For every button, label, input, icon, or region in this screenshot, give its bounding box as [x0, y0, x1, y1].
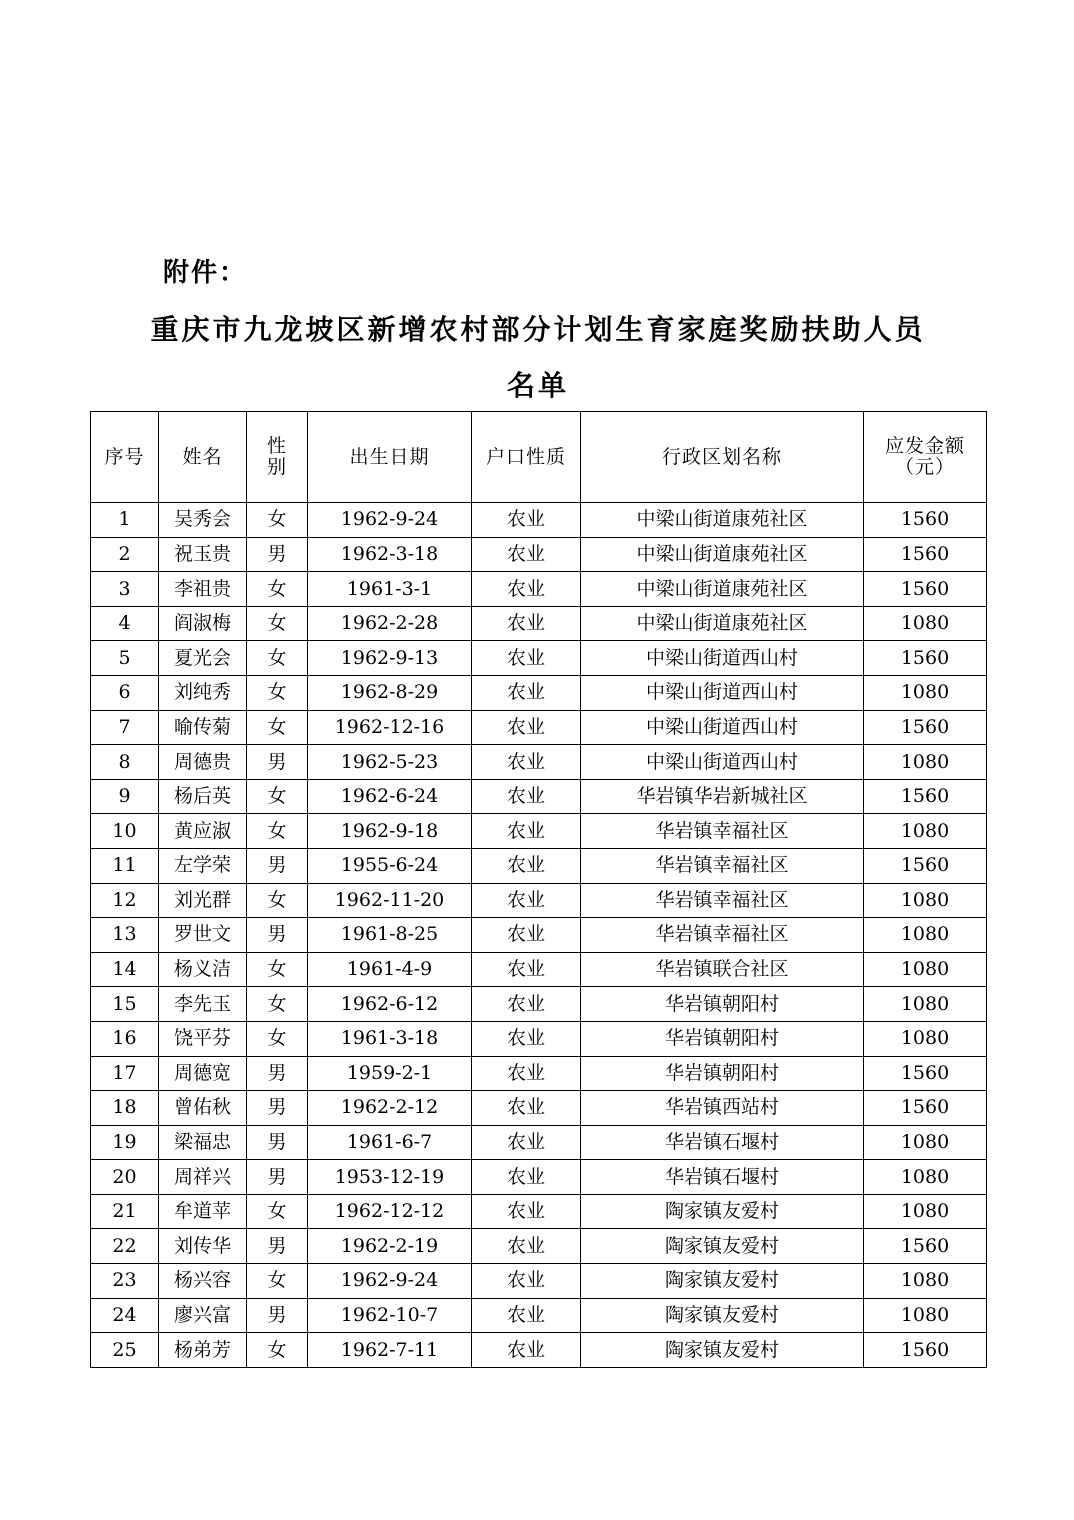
attachment-label: 附件：	[163, 258, 248, 288]
cell-amount: 1560	[864, 779, 987, 814]
cell-birth-date: 1962-9-24	[308, 1264, 472, 1299]
cell-household-type: 农业	[472, 537, 581, 572]
cell-gender: 女	[247, 987, 308, 1022]
cell-district: 中梁山街道西山村	[581, 745, 864, 780]
cell-name: 杨弟芳	[159, 1333, 247, 1368]
cell-amount: 1080	[864, 987, 987, 1022]
cell-index: 18	[91, 1091, 159, 1126]
table-row	[91, 1229, 987, 1264]
cell-gender: 女	[247, 814, 308, 849]
cell-district: 陶家镇友爱村	[581, 1333, 864, 1368]
cell-birth-date: 1962-9-18	[308, 814, 472, 849]
table-row	[91, 987, 987, 1022]
cell-index: 16	[91, 1021, 159, 1056]
cell-household-type: 农业	[472, 952, 581, 987]
table-row	[91, 848, 987, 883]
cell-index: 21	[91, 1194, 159, 1229]
cell-gender: 男	[247, 848, 308, 883]
table-row	[91, 503, 987, 538]
cell-gender: 男	[247, 1091, 308, 1126]
cell-amount: 1560	[864, 503, 987, 538]
cell-index: 11	[91, 848, 159, 883]
cell-amount: 1560	[864, 1229, 987, 1264]
cell-index: 4	[91, 606, 159, 641]
cell-district: 陶家镇友爱村	[581, 1298, 864, 1333]
cell-name: 祝玉贵	[159, 537, 247, 572]
table-row	[91, 1298, 987, 1333]
cell-district: 华岩镇幸福社区	[581, 883, 864, 918]
cell-amount: 1560	[864, 572, 987, 607]
cell-amount: 1080	[864, 675, 987, 710]
cell-amount: 1560	[864, 1333, 987, 1368]
cell-household-type: 农业	[472, 572, 581, 607]
table-row	[91, 675, 987, 710]
cell-gender: 女	[247, 606, 308, 641]
cell-name: 夏光会	[159, 641, 247, 676]
cell-household-type: 农业	[472, 987, 581, 1022]
table-row	[91, 814, 987, 849]
cell-index: 19	[91, 1125, 159, 1160]
cell-birth-date: 1962-7-11	[308, 1333, 472, 1368]
cell-district: 陶家镇友爱村	[581, 1264, 864, 1299]
cell-name: 杨义洁	[159, 952, 247, 987]
cell-birth-date: 1962-6-24	[308, 779, 472, 814]
cell-birth-date: 1961-8-25	[308, 918, 472, 953]
cell-district: 华岩镇西站村	[581, 1091, 864, 1126]
cell-birth-date: 1962-8-29	[308, 675, 472, 710]
cell-birth-date: 1959-2-1	[308, 1056, 472, 1091]
cell-gender: 男	[247, 918, 308, 953]
cell-name: 周德宽	[159, 1056, 247, 1091]
cell-district: 华岩镇朝阳村	[581, 987, 864, 1022]
table-row	[91, 537, 987, 572]
cell-district: 陶家镇友爱村	[581, 1194, 864, 1229]
cell-household-type: 农业	[472, 918, 581, 953]
cell-gender: 女	[247, 675, 308, 710]
cell-birth-date: 1962-5-23	[308, 745, 472, 780]
cell-household-type: 农业	[472, 1194, 581, 1229]
cell-gender: 男	[247, 1056, 308, 1091]
cell-index: 12	[91, 883, 159, 918]
table-row	[91, 1056, 987, 1091]
cell-household-type: 农业	[472, 848, 581, 883]
cell-household-type: 农业	[472, 1264, 581, 1299]
cell-amount: 1560	[864, 848, 987, 883]
cell-index: 17	[91, 1056, 159, 1091]
cell-amount: 1080	[864, 918, 987, 953]
cell-birth-date: 1961-6-7	[308, 1125, 472, 1160]
document-title: 重庆市九龙坡区新增农村部分计划生育家庭奖励扶助人员	[150, 313, 926, 346]
cell-birth-date: 1962-2-19	[308, 1229, 472, 1264]
cell-household-type: 农业	[472, 779, 581, 814]
cell-birth-date: 1953-12-19	[308, 1160, 472, 1195]
cell-district: 华岩镇朝阳村	[581, 1021, 864, 1056]
cell-birth-date: 1962-9-24	[308, 503, 472, 538]
cell-index: 13	[91, 918, 159, 953]
cell-district: 中梁山街道西山村	[581, 710, 864, 745]
cell-gender: 女	[247, 1194, 308, 1229]
cell-name: 杨兴容	[159, 1264, 247, 1299]
cell-amount: 1080	[864, 1125, 987, 1160]
cell-amount: 1560	[864, 710, 987, 745]
cell-name: 杨后英	[159, 779, 247, 814]
cell-gender: 男	[247, 1298, 308, 1333]
table-row	[91, 641, 987, 676]
cell-birth-date: 1962-6-12	[308, 987, 472, 1022]
cell-amount: 1080	[864, 1160, 987, 1195]
cell-index: 6	[91, 675, 159, 710]
cell-household-type: 农业	[472, 1056, 581, 1091]
cell-household-type: 农业	[472, 503, 581, 538]
table-row	[91, 1021, 987, 1056]
cell-district: 华岩镇幸福社区	[581, 918, 864, 953]
cell-index: 14	[91, 952, 159, 987]
cell-name: 阎淑梅	[159, 606, 247, 641]
cell-district: 华岩镇幸福社区	[581, 848, 864, 883]
table-row	[91, 710, 987, 745]
roster-table	[90, 411, 987, 1368]
cell-amount: 1080	[864, 952, 987, 987]
cell-district: 中梁山街道康苑社区	[581, 503, 864, 538]
cell-index: 15	[91, 987, 159, 1022]
cell-name: 饶平芬	[159, 1021, 247, 1056]
cell-district: 华岩镇石堰村	[581, 1160, 864, 1195]
cell-birth-date: 1961-3-1	[308, 572, 472, 607]
cell-birth-date: 1961-4-9	[308, 952, 472, 987]
cell-gender: 女	[247, 1333, 308, 1368]
cell-amount: 1080	[864, 1021, 987, 1056]
table-row	[91, 1125, 987, 1160]
header-gender	[247, 412, 308, 503]
cell-birth-date: 1962-2-12	[308, 1091, 472, 1126]
cell-amount: 1080	[864, 1298, 987, 1333]
cell-index: 20	[91, 1160, 159, 1195]
cell-name: 黄应淑	[159, 814, 247, 849]
cell-household-type: 农业	[472, 606, 581, 641]
cell-gender: 女	[247, 572, 308, 607]
table-header	[91, 412, 987, 503]
cell-district: 陶家镇友爱村	[581, 1229, 864, 1264]
cell-index: 5	[91, 641, 159, 676]
cell-name: 吴秀会	[159, 503, 247, 538]
header-name: 姓名	[159, 412, 247, 503]
cell-name: 周祥兴	[159, 1160, 247, 1195]
cell-gender: 男	[247, 537, 308, 572]
table-row	[91, 1160, 987, 1195]
cell-index: 24	[91, 1298, 159, 1333]
cell-amount: 1560	[864, 1056, 987, 1091]
cell-household-type: 农业	[472, 641, 581, 676]
cell-name: 李先玉	[159, 987, 247, 1022]
cell-name: 梁福忠	[159, 1125, 247, 1160]
cell-household-type: 农业	[472, 1160, 581, 1195]
cell-index: 25	[91, 1333, 159, 1368]
table-row	[91, 1194, 987, 1229]
cell-birth-date: 1962-3-18	[308, 537, 472, 572]
cell-amount: 1560	[864, 641, 987, 676]
cell-amount: 1560	[864, 1091, 987, 1126]
table-row	[91, 779, 987, 814]
cell-index: 9	[91, 779, 159, 814]
cell-gender: 男	[247, 1160, 308, 1195]
cell-gender: 男	[247, 745, 308, 780]
document-title-continuation: 名单	[506, 369, 569, 402]
cell-name: 左学荣	[159, 848, 247, 883]
cell-household-type: 农业	[472, 1298, 581, 1333]
header-gender-line1: 性	[266, 435, 287, 458]
cell-name: 廖兴富	[159, 1298, 247, 1333]
cell-household-type: 农业	[472, 1333, 581, 1368]
cell-name: 刘传华	[159, 1229, 247, 1264]
cell-amount: 1080	[864, 745, 987, 780]
cell-index: 23	[91, 1264, 159, 1299]
cell-amount: 1080	[864, 1194, 987, 1229]
cell-amount: 1080	[864, 606, 987, 641]
cell-household-type: 农业	[472, 1021, 581, 1056]
cell-birth-date: 1962-11-20	[308, 883, 472, 918]
cell-birth-date: 1961-3-18	[308, 1021, 472, 1056]
header-amount	[864, 412, 987, 503]
table-row	[91, 883, 987, 918]
cell-gender: 男	[247, 1125, 308, 1160]
cell-index: 8	[91, 745, 159, 780]
table-row	[91, 1264, 987, 1299]
cell-household-type: 农业	[472, 675, 581, 710]
cell-name: 曾佑秋	[159, 1091, 247, 1126]
cell-household-type: 农业	[472, 745, 581, 780]
table-row	[91, 745, 987, 780]
table-row	[91, 1091, 987, 1126]
cell-index: 1	[91, 503, 159, 538]
cell-household-type: 农业	[472, 1091, 581, 1126]
cell-gender: 女	[247, 952, 308, 987]
header-household-type: 户口性质	[472, 412, 581, 503]
cell-district: 华岩镇华岩新城社区	[581, 779, 864, 814]
cell-gender: 女	[247, 503, 308, 538]
cell-household-type: 农业	[472, 1125, 581, 1160]
cell-gender: 女	[247, 710, 308, 745]
cell-index: 10	[91, 814, 159, 849]
cell-district: 中梁山街道西山村	[581, 641, 864, 676]
cell-household-type: 农业	[472, 883, 581, 918]
cell-gender: 女	[247, 641, 308, 676]
cell-birth-date: 1962-10-7	[308, 1298, 472, 1333]
cell-birth-date: 1962-2-28	[308, 606, 472, 641]
cell-gender: 女	[247, 779, 308, 814]
cell-name: 罗世文	[159, 918, 247, 953]
cell-amount: 1080	[864, 1264, 987, 1299]
cell-district: 中梁山街道康苑社区	[581, 606, 864, 641]
header-amount-line2: （元）	[894, 456, 955, 478]
cell-district: 中梁山街道西山村	[581, 675, 864, 710]
cell-district: 华岩镇幸福社区	[581, 814, 864, 849]
table-row	[91, 918, 987, 953]
cell-gender: 女	[247, 883, 308, 918]
cell-household-type: 农业	[472, 710, 581, 745]
cell-index: 2	[91, 537, 159, 572]
cell-gender: 男	[247, 1229, 308, 1264]
cell-birth-date: 1962-12-16	[308, 710, 472, 745]
cell-household-type: 农业	[472, 1229, 581, 1264]
cell-birth-date: 1955-6-24	[308, 848, 472, 883]
table-row	[91, 606, 987, 641]
header-amount-line1: 应发金额	[884, 435, 965, 458]
cell-district: 华岩镇联合社区	[581, 952, 864, 987]
cell-name: 刘光群	[159, 883, 247, 918]
cell-name: 牟道苹	[159, 1194, 247, 1229]
cell-household-type: 农业	[472, 814, 581, 849]
cell-birth-date: 1962-9-13	[308, 641, 472, 676]
cell-district: 中梁山街道康苑社区	[581, 537, 864, 572]
table-row	[91, 952, 987, 987]
cell-gender: 女	[247, 1021, 308, 1056]
cell-name: 喻传菊	[159, 710, 247, 745]
header-index: 序号	[91, 412, 159, 503]
cell-name: 周德贵	[159, 745, 247, 780]
table-body	[91, 503, 987, 1368]
header-row	[91, 412, 987, 503]
cell-amount: 1080	[864, 883, 987, 918]
cell-name: 刘纯秀	[159, 675, 247, 710]
header-district: 行政区划名称	[581, 412, 864, 503]
cell-district: 华岩镇石堰村	[581, 1125, 864, 1160]
table-row	[91, 1333, 987, 1368]
header-birth-date: 出生日期	[308, 412, 472, 503]
cell-name: 李祖贵	[159, 572, 247, 607]
cell-index: 22	[91, 1229, 159, 1264]
header-gender-line2: 别	[266, 456, 287, 478]
cell-amount: 1560	[864, 537, 987, 572]
table-row	[91, 572, 987, 607]
cell-index: 7	[91, 710, 159, 745]
cell-birth-date: 1962-12-12	[308, 1194, 472, 1229]
cell-index: 3	[91, 572, 159, 607]
cell-gender: 女	[247, 1264, 308, 1299]
cell-district: 中梁山街道康苑社区	[581, 572, 864, 607]
cell-amount: 1080	[864, 814, 987, 849]
cell-district: 华岩镇朝阳村	[581, 1056, 864, 1091]
